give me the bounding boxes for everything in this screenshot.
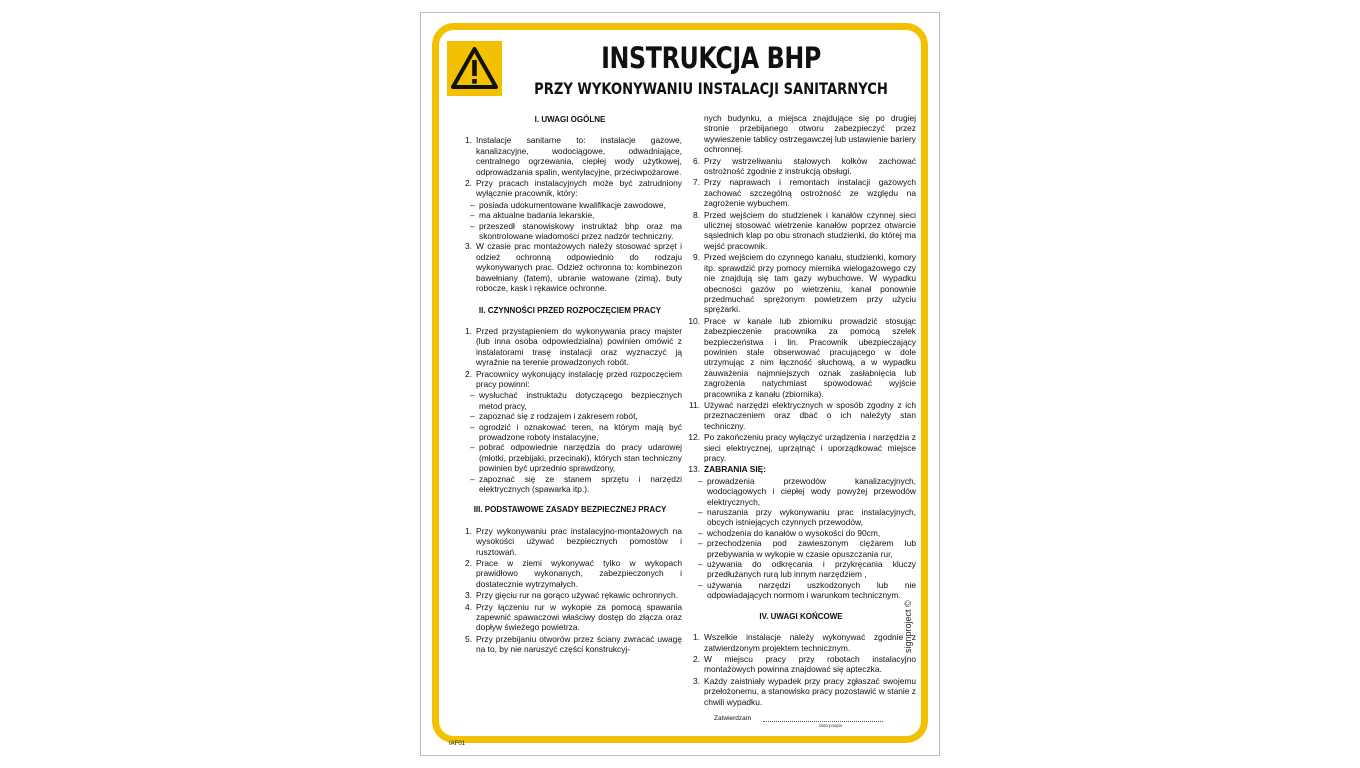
list-item: 3. W czasie prac montażowych należy stosować sprzęt i odzież ochronną odpowiednio do rodzaju wykonywanych prac. Odzież ochronna to: kombinezon bawełniany (fatem), ubranie watowane (zimą), buty robocze, kask i rękawice ochronne.	[465, 241, 682, 294]
section-list	[686, 632, 916, 707]
signature-note: data podpis	[819, 723, 843, 728]
section-heading: III. PODSTAWOWE ZASADY BEZPIECZNEJ PRACY	[473, 505, 667, 515]
bullet-item: – przeszedł stanowiskowy instruktaż bhp oraz ma skontrolowane wiadomości przez nadzór techniczny.	[470, 221, 682, 242]
bullet-list	[686, 476, 916, 601]
bullet-item: – pobrać odpowiednie narzędzia do pracy udarowej (młotki, przebijaki, przecinaki), których stan techniczny powinien być uprzednio sprawdzony,	[470, 442, 682, 473]
section-heading: I. UWAGI OGÓLNE	[534, 115, 606, 124]
sign-code: IAF01	[449, 741, 466, 747]
list-item: 1. Przy wykonywaniu prac instalacyjno-montażowych na wysokości używać bezpiecznych pomostów i rusztowań.	[465, 525, 682, 557]
right-column	[686, 113, 916, 708]
list-item: 4. Przy łączeniu rur w wykopie za pomocą spawania zapewnić spawaczowi właściwy dostęp do złącza oraz dopływ świeżego powietrza.	[465, 601, 682, 633]
warning-triangle-icon	[447, 41, 502, 96]
page-subtitle: PRZY WYKONYWANIU INSTALACJI SANITARNYCH	[534, 79, 888, 98]
bullet-item: – przechodzenia pod zawieszonym ciężarem lub przebywania w wykopie w czasie opuszczania rur,	[698, 538, 916, 559]
bullet-item: – wysłuchać instruktażu dotyczącego bezpiecznych metod pracy,	[470, 390, 682, 411]
bullet-list	[458, 200, 682, 242]
list-item: 3. Każdy zaistniały wypadek przy pracy zgłaszać swojemu przełożonemu, a stanowisko pracy pozostawić w stanie z chwili wypadku.	[693, 675, 916, 707]
list-item: 1. Instalacje sanitarne to: instalacje gazowe, kanalizacyjne, wodociągowe, odwadniające, centralnego ogrzewania, ciepłej wody użytkowej, odprowadzania spalin, wentylacyjne, przeciwpożarowe.	[465, 135, 682, 177]
list-item: 13. ZABRANIA SIĘ:	[688, 464, 767, 475]
bullet-item: – naruszania przy wykonywaniu prac instalacyjnych, obcych istniejących czynnych przewodów,	[698, 507, 916, 528]
list-item: 2. Przy pracach instalacyjnych może być zatrudniony wyłącznie pracownik, który:	[465, 178, 682, 199]
bullet-item: – używania narzędzi uszkodzonych lub nie odpowiadających normom i warunkom technicznym.	[698, 580, 916, 601]
list-item: 5. Przy przebijaniu otworów przez ściany zwracać uwagę na to, by nie naruszyć części konstrukcyj-	[465, 633, 682, 655]
brand-mark: signproject ©	[903, 600, 913, 653]
list-item: 8. Przed wejściem do studzienek i kanałów czynnej sieci ulicznej stosować wietrzenie kanałów poprzez otwarcie sąsiednich klap po obu stronach studzienki, do której ma wejść pracownik.	[693, 209, 916, 251]
bullet-item: – ogrodzić i oznakować teren, na którym mają być prowadzone roboty instalacyjne,	[470, 422, 682, 443]
list-item: 2. W miejscu pracy przy robotach instalacyjno montażowych powinna znajdować się apteczka.	[693, 653, 916, 675]
bullet-item: – ma aktualne badania lekarskie,	[470, 210, 682, 220]
bullet-list	[458, 390, 682, 494]
list-item: 7. Przy naprawach i remontach instalacji gazowych zachować szczególną ostrożność ze względu na zagrożenie wybuchem.	[693, 177, 916, 209]
section-list	[458, 326, 682, 389]
section-list	[458, 526, 682, 655]
section-heading: IV. UWAGI KOŃCOWE	[759, 611, 843, 621]
bullet-item: – prowadzenia przewodów kanalizacyjnych, wodociągowych i ciepłej wody powyżej przewodów elektrycznych,	[698, 476, 916, 507]
bullet-item: – zapoznać się ze stanem sprzętu i narzędzi elektrycznych (spawarka itp.).	[470, 474, 682, 495]
list-item: 9. Przed wejściem do czynnego kanału, studzienki, komory itp. sprawdzić przy pomocy miernika wielogazowego czy nie znajdują się tam gazy wybuchowe. W wypadku obecności gazów po wietrzeniu, kanał ponownie przedmuchać sprężonym powietrzem przy użyciu sprężarki.	[693, 252, 916, 315]
list-item: 12. Po zakończeniu pracy wyłączyć urządzenia i narzędzia z sieci elektrycznej, uprzątnąć i uporządkować miejsce pracy.	[688, 432, 916, 463]
list-item: 2. Prace w ziemi wykonywać tylko w wykopach prawidłowo wykonanych, zabezpieczonych i dostatecznie wytrzymałych.	[465, 558, 682, 589]
list-item: 11. Używać narzędzi elektrycznych w sposób zgodny z ich przeznaczeniem oraz dbać o ich należyty stan techniczny.	[688, 399, 916, 431]
bullet-item: – zapoznać się z rodzajem i zakresem robót,	[470, 411, 682, 421]
section-list	[686, 156, 916, 475]
page-title: INSTRUKCJA BHP	[601, 41, 821, 75]
bullet-item: – używania do odkręcania i przykręcania kluczy przedłużanych rurą lub innym narzędziem ,	[698, 559, 916, 580]
bullet-item: – posiada udokumentowane kwalifikacje zawodowe,	[470, 200, 682, 210]
list-item: 3. Przy gięciu rur na gorąco używać rękawic ochronnych.	[465, 590, 679, 601]
list-item: 1. Przed przystąpieniem do wykonywania pracy majster (lub inna osoba odpowiedzialna) powinien omówić z instalatorami trasę instalacji oraz wyznaczyć ją wyraźnie na terenie prowadzonych robót.	[465, 325, 682, 368]
section-list	[458, 135, 682, 198]
continued-text: nych budynku, a miejsca znajdujące się po drugiej stronie przebijanego otworu zabezpieczyć przez wywieszenie tablicy ostrzegawczej lub ustawienie bariery ochronnej.	[704, 113, 916, 155]
list-item: 1. Wszelkie instalacje należy wykonywać zgodnie z zatwierdzonym projektem technicznym.	[693, 632, 916, 653]
list-item: 2. Pracownicy wykonujący instalację przed rozpoczęciem pracy powinni:	[465, 368, 682, 389]
section-list	[458, 241, 682, 293]
list-item: 10. Prace w kanale lub zbiorniku prowadzić stosując zabezpieczenie pracownika za pomocą szelek bezpieczeństwa i lin. Pracownik ubezpieczający powinien stale obserwować pracującego w dole utrzymując z nim łączność słuchową, a w wypadku zauważenia najmniejszych oznak zasłabnięcia lub zagrożenia natychmiast spowodować wyjście pracownika z kanału (zbiornika).	[688, 315, 916, 399]
section-heading: II. CZYNNOŚCI PRZED ROZPOCZĘCIEM PRACY	[478, 305, 662, 315]
instruction-sheet	[420, 12, 940, 756]
bullet-item: – wchodzenia do kanałów o wysokości do 90cm,	[698, 528, 916, 538]
list-item: 6. Przy wstrzeliwaniu stalowych kołków zachować ostrożność zgodnie z instrukcją obsługi.	[693, 155, 916, 177]
left-column	[458, 113, 682, 656]
signature-line	[763, 721, 883, 722]
approval-label: Zatwierdzam	[714, 715, 752, 722]
